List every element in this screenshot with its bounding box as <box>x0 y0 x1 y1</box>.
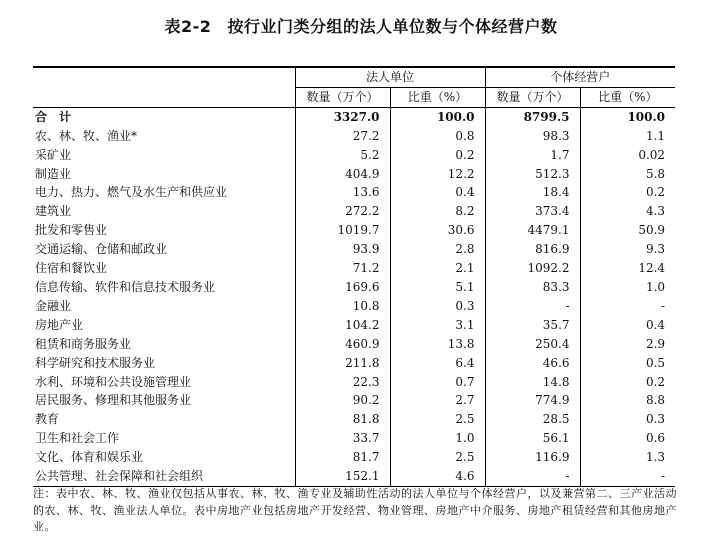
row-label-cell: 农、林、牧、渔业* <box>35 128 138 143</box>
individual-share-cell: 4.3 <box>580 202 675 221</box>
row-label-cell: 采矿业 <box>35 147 72 162</box>
legal-share-cell: 30.6 <box>390 221 485 240</box>
table-row <box>33 354 675 373</box>
row-label-cell: 公共管理、社会保障和社会组织 <box>33 467 295 486</box>
legal-share-cell: 6.4 <box>390 354 485 373</box>
legal-share-cell: 100.0 <box>390 107 485 126</box>
individual-share-cell: 1.3 <box>580 448 675 467</box>
table-title-text: 按行业门类分组的法人单位数与个体经营户数 <box>227 17 558 36</box>
legal-count-cell: 211.8 <box>295 354 390 373</box>
legal-share-cell: 2.8 <box>390 240 485 259</box>
table-row <box>33 240 675 259</box>
individual-share-cell: 12.4 <box>580 259 675 278</box>
legal-count-cell: 3327.0 <box>295 107 390 126</box>
legal-share-cell: 13.8 <box>390 335 485 354</box>
table-row <box>33 202 675 221</box>
legal-share-cell: 3.1 <box>390 316 485 335</box>
legal-count-cell: 272.2 <box>295 202 390 221</box>
individual-share-cell: 50.9 <box>580 221 675 240</box>
row-label-cell: 建筑业 <box>35 204 72 219</box>
individual-count-cell: 46.6 <box>485 354 580 373</box>
table-title <box>0 14 722 37</box>
table-row <box>33 146 675 165</box>
table-row <box>33 448 675 467</box>
legal-count-cell: 404.9 <box>295 165 390 184</box>
legal-share-cell: 2.5 <box>390 410 485 429</box>
row-label-cell: 电力、热力、燃气及水生产和供应业 <box>35 185 228 200</box>
individual-count-cell: 8799.5 <box>485 107 580 126</box>
table-row <box>33 391 675 410</box>
statistics-table <box>33 66 675 487</box>
row-label-cell: 居民服务、修理和其他服务业 <box>35 393 192 408</box>
table-row <box>33 373 675 392</box>
row-label-cell: 房地产业 <box>35 317 84 332</box>
row-label-cell: 文化、体育和娱乐业 <box>35 450 144 465</box>
legal-share-cell: 0.7 <box>390 373 485 392</box>
individual-share-cell: - <box>580 297 675 316</box>
header-individual-businesses: 个体经营户 <box>485 67 675 87</box>
row-label-cell: 信息传输、软件和信息技术服务业 <box>35 279 216 294</box>
row-label-cell: 交通运输、仓储和邮政业 <box>35 242 168 257</box>
individual-share-cell: 100.0 <box>580 107 675 126</box>
individual-share-cell: 1.1 <box>580 127 675 146</box>
legal-count-cell: 104.2 <box>295 316 390 335</box>
individual-share-cell: 0.5 <box>580 354 675 373</box>
header-count: 数量（万个） <box>485 87 580 107</box>
individual-count-cell: 1092.2 <box>485 259 580 278</box>
legal-share-cell: 8.2 <box>390 202 485 221</box>
header-blank-sub <box>33 87 295 107</box>
individual-count-cell: - <box>485 467 580 486</box>
legal-share-cell: 0.8 <box>390 127 485 146</box>
individual-share-cell: 0.6 <box>580 429 675 448</box>
table-row <box>33 165 675 184</box>
row-label-cell: 科学研究和技术服务业 <box>35 355 156 370</box>
legal-share-cell: 0.4 <box>390 183 485 202</box>
legal-count-cell: 33.7 <box>295 429 390 448</box>
legal-count-cell: 1019.7 <box>295 221 390 240</box>
table-row <box>33 467 675 486</box>
row-label-cell: 批发和零售业 <box>35 223 108 238</box>
table-row <box>33 107 675 126</box>
individual-count-cell: 1.7 <box>485 146 580 165</box>
individual-share-cell: 2.9 <box>580 335 675 354</box>
individual-share-cell: 9.3 <box>580 240 675 259</box>
individual-count-cell: 83.3 <box>485 278 580 297</box>
header-share: 比重（%） <box>390 87 485 107</box>
individual-count-cell: 14.8 <box>485 373 580 392</box>
row-label-cell: 住宿和餐饮业 <box>35 261 108 276</box>
individual-share-cell: 0.2 <box>580 183 675 202</box>
individual-count-cell: 373.4 <box>485 202 580 221</box>
individual-share-cell: 0.3 <box>580 410 675 429</box>
legal-count-cell: 13.6 <box>295 183 390 202</box>
legal-share-cell: 4.6 <box>390 467 485 486</box>
legal-count-cell: 27.2 <box>295 127 390 146</box>
individual-count-cell: 4479.1 <box>485 221 580 240</box>
table-row <box>33 316 675 335</box>
individual-share-cell: 0.2 <box>580 373 675 392</box>
table-row <box>33 127 675 146</box>
legal-count-cell: 5.2 <box>295 146 390 165</box>
legal-count-cell: 81.8 <box>295 410 390 429</box>
individual-count-cell: 98.3 <box>485 127 580 146</box>
table-footnote: 注：表中农、林、牧、渔业仅包括从事农、林、牧、渔专业及辅助性活动的法人单位与个体经营户，以及兼营第二、三产业活动的农、林、牧、渔业法人单位。表中房地产业包括房地产开发经营、物业管理、房地产中介服务、房地产租赁经营和其他房地产业。 <box>33 487 677 533</box>
table-row <box>33 429 675 448</box>
individual-share-cell: 5.8 <box>580 165 675 184</box>
individual-count-cell: 28.5 <box>485 410 580 429</box>
header-blank <box>33 67 295 87</box>
legal-share-cell: 0.2 <box>390 146 485 165</box>
table-number: 表2-2 <box>164 17 212 36</box>
table-row <box>33 183 675 202</box>
individual-count-cell: 512.3 <box>485 165 580 184</box>
legal-share-cell: 12.2 <box>390 165 485 184</box>
legal-count-cell: 93.9 <box>295 240 390 259</box>
legal-share-cell: 5.1 <box>390 278 485 297</box>
row-label-cell: 制造业 <box>35 166 72 181</box>
row-label-cell: 租赁和商务服务业 <box>35 336 132 351</box>
row-label-cell: 卫生和社会工作 <box>35 431 120 446</box>
header-share: 比重（%） <box>580 87 675 107</box>
row-label-cell: 合 计 <box>35 109 72 124</box>
table-row <box>33 278 675 297</box>
legal-share-cell: 0.3 <box>390 297 485 316</box>
individual-count-cell: - <box>485 297 580 316</box>
legal-share-cell: 2.7 <box>390 391 485 410</box>
table-row <box>33 259 675 278</box>
individual-count-cell: 116.9 <box>485 448 580 467</box>
table-row <box>33 221 675 240</box>
legal-count-cell: 152.1 <box>295 467 390 486</box>
individual-count-cell: 56.1 <box>485 429 580 448</box>
individual-share-cell: 1.0 <box>580 278 675 297</box>
legal-share-cell: 1.0 <box>390 429 485 448</box>
individual-share-cell: 8.8 <box>580 391 675 410</box>
individual-count-cell: 816.9 <box>485 240 580 259</box>
individual-count-cell: 35.7 <box>485 316 580 335</box>
individual-count-cell: 250.4 <box>485 335 580 354</box>
table-row <box>33 335 675 354</box>
legal-count-cell: 81.7 <box>295 448 390 467</box>
legal-count-cell: 169.6 <box>295 278 390 297</box>
row-label-cell: 金融业 <box>35 298 72 313</box>
legal-count-cell: 90.2 <box>295 391 390 410</box>
row-label-cell: 水利、环境和公共设施管理业 <box>35 374 192 389</box>
individual-share-cell: 0.02 <box>580 146 675 165</box>
legal-share-cell: 2.1 <box>390 259 485 278</box>
table-row <box>33 297 675 316</box>
legal-share-cell: 2.5 <box>390 448 485 467</box>
header-count: 数量（万个） <box>295 87 390 107</box>
row-label-cell: 教育 <box>35 412 60 427</box>
legal-count-cell: 71.2 <box>295 259 390 278</box>
table-row <box>33 410 675 429</box>
legal-count-cell: 460.9 <box>295 335 390 354</box>
header-legal-units: 法人单位 <box>295 67 485 87</box>
legal-count-cell: 10.8 <box>295 297 390 316</box>
individual-count-cell: 774.9 <box>485 391 580 410</box>
individual-share-cell: - <box>580 467 675 486</box>
individual-count-cell: 18.4 <box>485 183 580 202</box>
individual-share-cell: 0.4 <box>580 316 675 335</box>
legal-count-cell: 22.3 <box>295 373 390 392</box>
